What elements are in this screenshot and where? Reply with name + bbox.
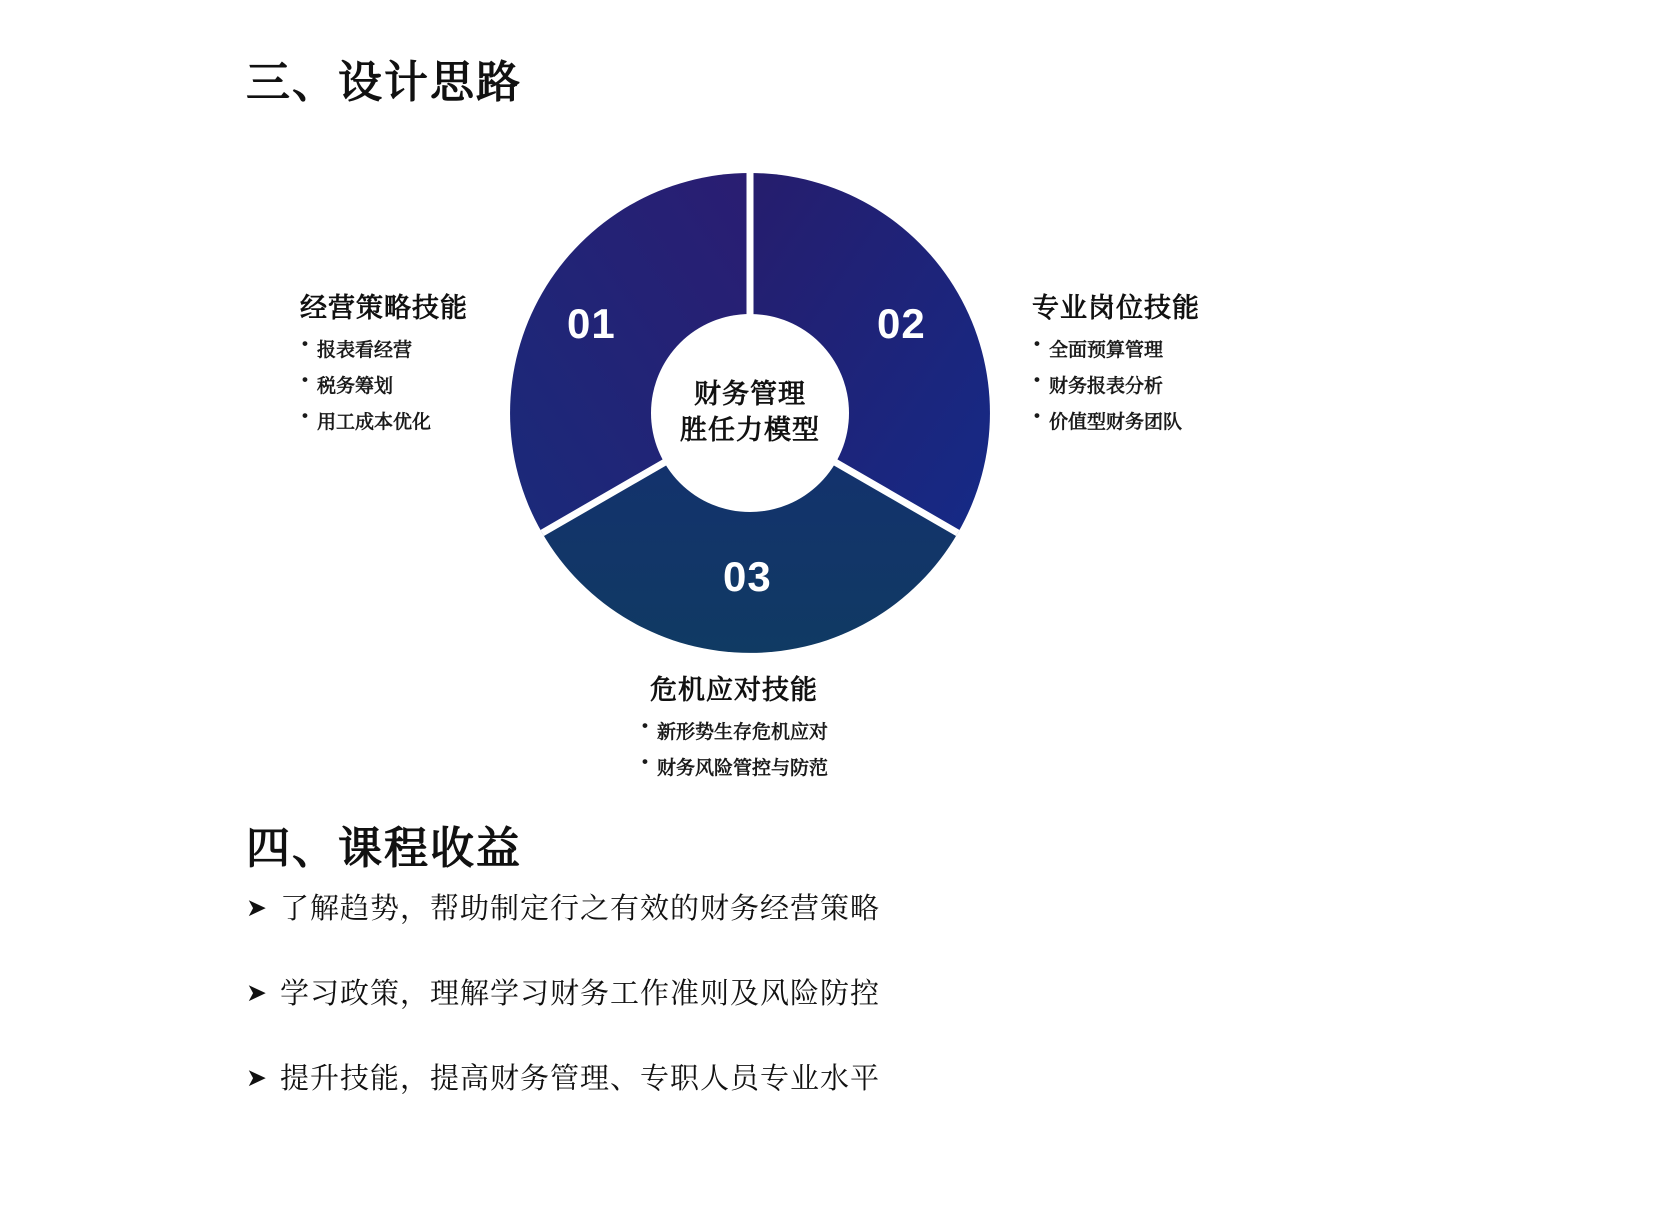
list-item: • 全面预算管理 — [1032, 335, 1200, 362]
donut-center-label — [653, 316, 847, 510]
segment-number-01: 01 — [567, 300, 616, 347]
segment-number-02: 02 — [877, 300, 926, 347]
center-label-line2: 胜任力模型 — [680, 415, 820, 445]
list-item — [246, 1062, 1446, 1097]
arrow-bullet-icon: ➤ — [246, 894, 267, 922]
list-item — [246, 977, 1446, 1012]
arrow-bullet-icon: ➤ — [246, 1063, 267, 1092]
callout-title-02: 专业岗位技能 — [1032, 293, 1200, 323]
callout-bullets-02 — [1032, 335, 1200, 434]
list-item — [246, 892, 1446, 927]
callout-segment-03 — [640, 668, 828, 789]
course-benefits-list — [246, 892, 1446, 1146]
callout-segment-02 — [1032, 286, 1200, 443]
list-item: • 用工成本优化 — [300, 407, 468, 434]
segment-number-03: 03 — [723, 553, 772, 600]
list-item: • 报表看经营 — [300, 335, 468, 362]
callout-segment-01 — [300, 286, 468, 443]
list-item: • 税务筹划 — [300, 371, 468, 398]
benefit-text: 提升技能，提高财务管理、专职人员专业水平 — [280, 1062, 881, 1095]
callout-title-03: 危机应对技能 — [650, 675, 818, 705]
center-label-line1: 财务管理 — [694, 379, 806, 410]
list-item: • 新形势生存危机应对 — [640, 717, 828, 744]
competency-donut-diagram — [505, 168, 995, 658]
benefit-text: 了解趋势，帮助制定行之有效的财务经营策略 — [280, 893, 881, 925]
list-item: • 财务风险管控与防范 — [640, 753, 828, 780]
list-item: • 价值型财务团队 — [1032, 407, 1200, 434]
callout-bullets-03 — [640, 717, 828, 789]
page-title-design-approach: 三、设计思路 — [246, 58, 522, 107]
list-item: • 财务报表分析 — [1032, 371, 1200, 398]
callout-bullets-01 — [300, 335, 468, 434]
benefit-text: 学习政策，理解学习财务工作准则及风险防控 — [280, 977, 881, 1010]
page-title-course-benefits: 四、课程收益 — [246, 824, 522, 873]
callout-title-01: 经营策略技能 — [300, 293, 468, 323]
arrow-bullet-icon: ➤ — [246, 978, 267, 1007]
